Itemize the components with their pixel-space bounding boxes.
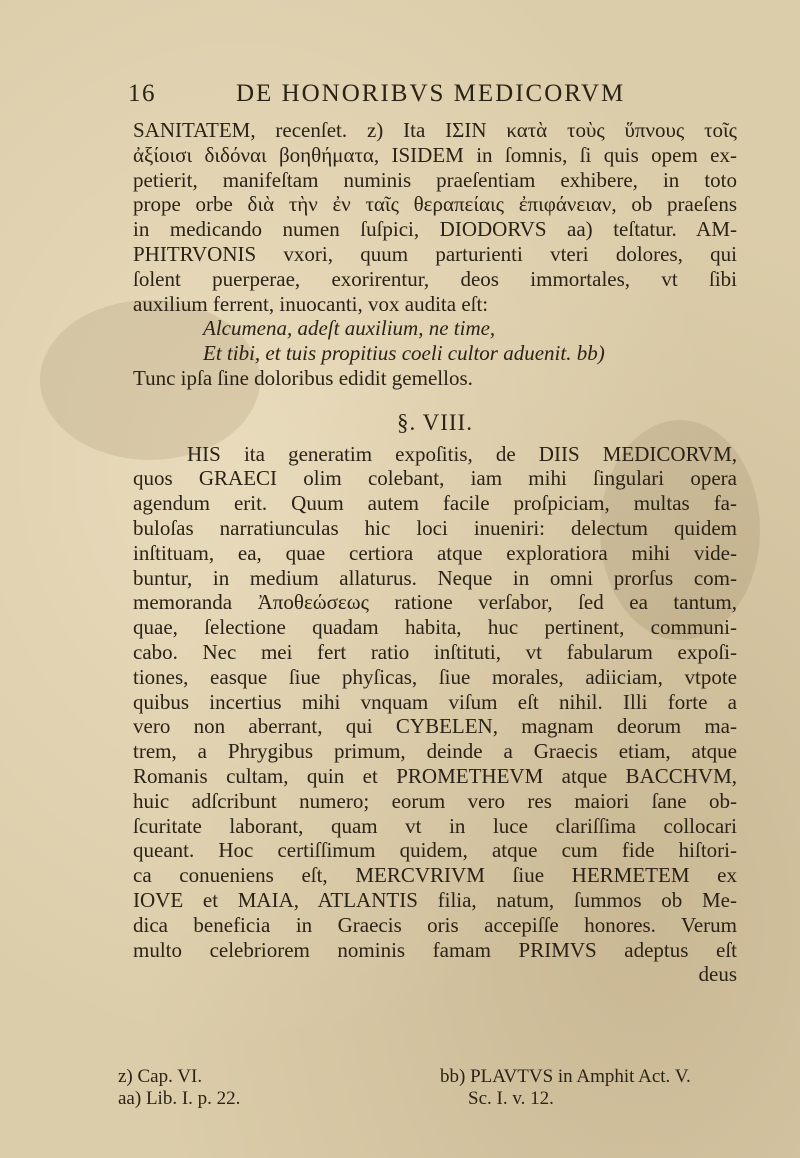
catchword: deus <box>698 962 737 987</box>
text-line: PHITRVONIS vxori, quum parturienti vteri dolores, qui <box>133 241 737 266</box>
text-line: tiones, easque ſiue phyſicas, ſiue morales, adiiciam, vtpote <box>133 664 737 689</box>
text-line: SANITATEM, recenſet. z) Ita ΙΣΙΝ κατὰ τοὺς ὕπνους τοῖς <box>133 118 737 142</box>
text-line: memoranda Ἀποθεώσεως ratione verſabor, ſed ea tantum, <box>133 590 737 615</box>
text-line: inſtituam, ea, quae certiora atque exploratiora mihi vide- <box>133 540 737 565</box>
text-line: ſcuritate laborant, quam vt in luce clariſſima collocari <box>133 813 737 838</box>
footnote: bb) PLAVTVS in Amphit Act. V. <box>440 1066 691 1087</box>
spacer <box>133 391 737 411</box>
text-line: ca conueniens eſt, MERCVRIVM ſiue HERMETEM ex <box>133 863 737 888</box>
text-line: agendum erit. Quum autem facile proſpiciam, multas fa- <box>133 491 737 516</box>
text-line: Romanis cultam, quin et PROMETHEVM atque BACCHVM, <box>133 763 737 788</box>
verse-line: Et tibi, et tuis propitius coeli cultor aduenit. bb) <box>203 341 605 366</box>
text-line: quos GRAECI olim colebant, iam mihi ſingulari opera <box>133 466 737 491</box>
text-line: IOVE et MAIA, ATLANTIS filia, natum, ſummos ob Me- <box>133 887 737 912</box>
text-line: trem, a Phrygibus primum, deinde a Graecis etiam, atque <box>133 739 737 764</box>
text-line: in medicando numen ſuſpici, DIODORVS aa) teſtatur. AM- <box>133 217 737 242</box>
section-heading: §. VIII. <box>397 409 473 435</box>
text-line: buntur, in medium allaturus. Neque in omni prorſus com- <box>133 565 737 590</box>
text-line: queant. Hoc certiſſimum quidem, atque cum fide hiſtori- <box>133 838 737 863</box>
text-line: vero non aberrant, qui CYBELEN, magnam deorum ma- <box>133 714 737 739</box>
footnote: z) Cap. VI. <box>118 1066 203 1087</box>
text-line: cabo. Nec mei fert ratio inſtituti, vt fabularum expoſi- <box>133 639 737 664</box>
footnote: aa) Lib. I. p. 22. <box>118 1088 241 1109</box>
verse-line: Alcumena, adeſt auxilium, ne time, <box>203 316 496 341</box>
footnotes-left <box>118 1066 378 1110</box>
footnote: Sc. I. v. 12. <box>468 1088 554 1109</box>
page-number: 16 <box>128 80 156 107</box>
footnotes-right <box>440 1066 770 1110</box>
text-line: petierit, manifeſtam numinis praeſentiam exhibere, in toto <box>133 167 737 192</box>
text-line: multo celebriorem nominis famam PRIMVS adeptus eſt <box>133 937 737 962</box>
text-line: buloſas narratiunculas hic loci inueniri: delectum quidem <box>133 515 737 540</box>
text-line: prope orbe διὰ τὴν ἐν ταῖς θεραπείαις ἐπιφάνειαν, ob praeſens <box>133 192 737 217</box>
text-line: ἀξίοισι διδόναι βοηθήματα, ISIDEM in ſomnis, ſi quis opem ex- <box>133 142 737 167</box>
text-line: quibus incertius mihi vnquam viſum eſt nihil. Illi forte a <box>133 689 737 714</box>
text-line: huic adſcribunt numero; eorum vero res maiori ſane ob- <box>133 788 737 813</box>
text-line: Tunc ipſa ſine doloribus edidit gemellos. <box>133 365 473 390</box>
text-line: quae, ſelectione quadam habita, huc pertinent, communi- <box>133 615 737 640</box>
text-line: dica beneficia in Graecis oris accepiſſe honores. Verum <box>133 912 737 937</box>
text-line: auxilium ferrent, inuocanti, vox audita eſt: <box>133 291 489 316</box>
text-line: HIS ita generatim expoſitis, de DIIS MEDICORVM, <box>187 441 737 466</box>
running-title: DE HONORIBVS MEDICORVM <box>236 80 626 107</box>
text-line: ſolent puerperae, exorirentur, deos immortales, vt ſibi <box>133 266 737 291</box>
body-text <box>133 118 737 987</box>
